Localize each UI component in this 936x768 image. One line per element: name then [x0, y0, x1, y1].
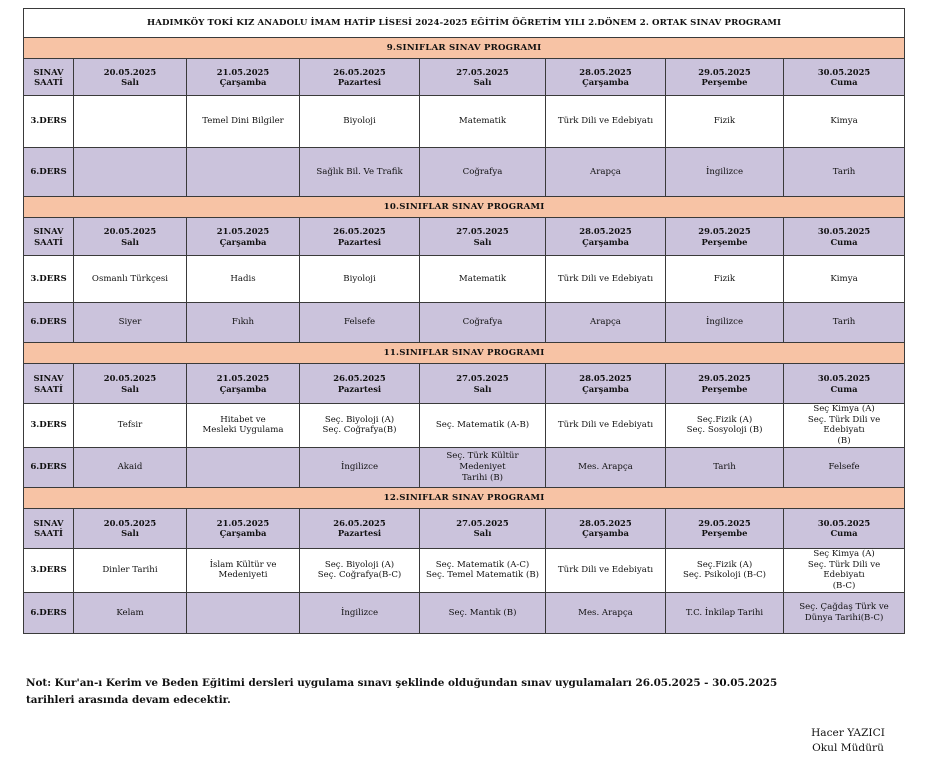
note-line-2: tarihleri arasında devam edecektir. [26, 694, 231, 706]
exam-schedule-table [23, 8, 905, 634]
cell-line: Tarih [832, 166, 856, 177]
header-cell-date [784, 218, 905, 256]
header-cell-date [420, 59, 546, 96]
cell-line: Pazartesi [337, 77, 382, 87]
section-title: 9.SINIFLAR SINAV PROGRAMI [24, 38, 905, 59]
cell-line: SAATİ [34, 528, 63, 539]
header-cell-date [546, 59, 666, 96]
exam-cell [187, 303, 300, 343]
header-cell-date [784, 508, 905, 548]
cell-line: Hadis [230, 273, 256, 284]
exam-cell [187, 548, 300, 592]
cell-line: Coğrafya [462, 166, 503, 177]
header-cell-date [187, 508, 300, 548]
exam-cell [784, 148, 905, 197]
header-cell-date [784, 59, 905, 96]
header-cell-date [300, 508, 420, 548]
header-cell-date [74, 59, 187, 96]
cell-line: Salı [121, 77, 139, 87]
cell-line: Seç. Biyoloji (A) [324, 414, 395, 425]
row-label: 3.DERS [24, 404, 74, 448]
lesson-row [24, 592, 905, 633]
cell-line: Akaid [117, 462, 143, 473]
section-row [24, 343, 905, 364]
exam-cell [420, 404, 546, 448]
cell-line: Tarih [832, 317, 856, 328]
header-cell-date [420, 364, 546, 404]
cell-line: 30.05.2025 [817, 373, 871, 383]
note [26, 675, 846, 709]
cell-line: Coğrafya [462, 317, 503, 328]
cell-line: Cuma [830, 236, 858, 247]
cell-line: 30.05.2025 [817, 517, 871, 528]
exam-cell [420, 256, 546, 303]
row-label: 6.DERS [24, 303, 74, 343]
header-cell-date [300, 364, 420, 404]
exam-cell [187, 96, 300, 148]
exam-cell [74, 303, 187, 343]
cell-line: 26.05.2025 [333, 373, 386, 383]
cell-line: Salı [473, 528, 492, 539]
exam-cell [74, 148, 187, 197]
cell-line: Çarşamba [582, 528, 629, 539]
cell-line: Pazartesi [337, 383, 382, 394]
cell-line: 20.05.2025 [103, 517, 157, 528]
cell-line: Mesleki Uygulama [202, 425, 284, 436]
exam-cell [187, 447, 300, 487]
cell-line: Seç. Psikoloji (B-C) [682, 570, 767, 581]
exam-cell [546, 256, 666, 303]
cell-line: Siyer [118, 317, 142, 328]
cell-line: Pazartesi [337, 236, 382, 247]
cell-line: Felsefe [828, 462, 860, 473]
cell-line: Perşembe [701, 77, 748, 87]
cell-line: Biyoloji [343, 116, 376, 127]
cell-line: Seç. Coğrafya(B) [322, 425, 397, 436]
header-cell-date [666, 508, 784, 548]
exam-cell [546, 96, 666, 148]
cell-line: T.C. İnkilap Tarihi [685, 607, 764, 618]
exam-cell [300, 404, 420, 448]
cell-line: İslam Kültür ve [209, 559, 277, 570]
exam-cell [784, 447, 905, 487]
row-label: 6.DERS [24, 447, 74, 487]
cell-line: Çarşamba [219, 236, 267, 247]
cell-line: Seç. Mantık (B) [448, 607, 517, 618]
cell-line: 27.05.2025 [456, 226, 509, 236]
header-cell-date [187, 218, 300, 256]
cell-line: Seç. Sosyoloji (B) [686, 425, 763, 436]
cell-line: Salı [473, 77, 492, 87]
cell-line: 28.05.2025 [579, 373, 632, 383]
cell-line: Osmanlı Türkçesi [91, 273, 169, 284]
cell-line: Çarşamba [219, 528, 267, 539]
header-cell-date [187, 59, 300, 96]
exam-cell [74, 256, 187, 303]
cell-line: Çarşamba [219, 383, 267, 394]
cell-line: Perşembe [701, 383, 748, 394]
exam-cell [300, 592, 420, 633]
cell-line: Seç. Çağdaş Türk ve [799, 602, 889, 613]
cell-line: 21.05.2025 [216, 517, 270, 528]
cell-line: 21.05.2025 [216, 373, 270, 383]
exam-cell [784, 256, 905, 303]
cell-line: 20.05.2025 [103, 66, 157, 77]
header-cell-exam-time [24, 364, 74, 404]
exam-cell [300, 96, 420, 148]
cell-line: Kimya [830, 273, 858, 284]
cell-line: Perşembe [701, 236, 748, 247]
cell-line: 21.05.2025 [216, 66, 270, 77]
cell-line: Seç. Matematik (A-B) [435, 420, 530, 431]
exam-cell [546, 592, 666, 633]
cell-line: Seç. Türk Dili ve Edebiyatı [807, 559, 881, 581]
exam-cell [784, 548, 905, 592]
cell-line: Perşembe [701, 528, 748, 539]
header-cell-date [546, 508, 666, 548]
section-row [24, 487, 905, 508]
cell-line: Çarşamba [582, 236, 629, 247]
cell-line: Kelam [116, 607, 144, 618]
cell-line: 21.05.2025 [216, 226, 270, 236]
row-label: 6.DERS [24, 592, 74, 633]
cell-line: 30.05.2025 [817, 66, 871, 77]
exam-cell [187, 256, 300, 303]
lesson-row [24, 404, 905, 448]
cell-line: Mes. Arapça [578, 607, 633, 618]
cell-line: 26.05.2025 [333, 66, 386, 77]
cell-line: Hitabet ve [220, 414, 266, 425]
cell-line: Salı [473, 383, 492, 394]
cell-line: 27.05.2025 [456, 517, 509, 528]
header-cell-exam-time [24, 218, 74, 256]
cell-line: Seç. Matematik (A-C) [435, 559, 530, 570]
cell-line: SINAV [33, 226, 64, 236]
header-cell-date [666, 364, 784, 404]
cell-line: 20.05.2025 [103, 226, 157, 236]
row-label: 3.DERS [24, 96, 74, 148]
exam-cell [74, 96, 187, 148]
exam-cell [300, 256, 420, 303]
cell-line: 29.05.2025 [698, 373, 751, 383]
cell-line: SAATİ [34, 77, 63, 87]
header-cell-date [74, 364, 187, 404]
exam-cell [666, 404, 784, 448]
cell-line: Çarşamba [582, 383, 629, 394]
cell-line: İngilizce [340, 462, 379, 473]
section-row [24, 197, 905, 218]
header-cell-date [546, 218, 666, 256]
cell-line: (B-C) [832, 581, 856, 592]
exam-cell [546, 303, 666, 343]
header-cell-exam-time [24, 59, 74, 96]
cell-line: Seç.Fizik (A) [696, 559, 753, 570]
exam-cell [74, 447, 187, 487]
cell-line: SINAV [33, 373, 64, 383]
exam-cell [666, 548, 784, 592]
cell-line: Seç. Coğrafya(B-C) [317, 570, 402, 581]
header-cell-date [784, 364, 905, 404]
cell-line: Cuma [830, 77, 858, 87]
cell-line: Türk Dili ve Edebiyatı [557, 116, 654, 127]
exam-cell [784, 303, 905, 343]
cell-line: 30.05.2025 [817, 226, 871, 236]
exam-cell [420, 592, 546, 633]
cell-line: 29.05.2025 [698, 517, 751, 528]
header-cell-date [666, 218, 784, 256]
cell-line: Dinler Tarihi [102, 565, 158, 576]
cell-line: Matematik [458, 273, 507, 284]
lesson-row [24, 148, 905, 197]
cell-line: Arapça [590, 166, 621, 177]
cell-line: Fıkıh [231, 317, 255, 328]
cell-line: Cuma [830, 528, 858, 539]
cell-line: Türk Dili ve Edebiyatı [557, 565, 654, 576]
cell-line: 28.05.2025 [579, 517, 632, 528]
signature-name: Hacer YAZICI [811, 727, 885, 739]
cell-line: Medeniyeti [218, 570, 268, 581]
exam-cell [420, 96, 546, 148]
cell-line: Matematik [458, 116, 507, 127]
header-row [24, 364, 905, 404]
cell-line: Tarih [713, 462, 736, 473]
exam-cell [546, 548, 666, 592]
header-cell-date [420, 508, 546, 548]
cell-line: 27.05.2025 [456, 373, 509, 383]
cell-line: Türk Dili ve Edebiyatı [557, 273, 654, 284]
cell-line: Seç. Türk Dili ve Edebiyatı [807, 414, 881, 436]
exam-cell [187, 148, 300, 197]
cell-line: Seç Kimya (A) [813, 548, 875, 559]
exam-cell [74, 592, 187, 633]
cell-line: Felsefe [343, 317, 376, 328]
exam-cell [546, 148, 666, 197]
cell-line: Tefsir [117, 420, 143, 431]
cell-line: Cuma [830, 383, 858, 394]
exam-cell [300, 548, 420, 592]
exam-cell [666, 447, 784, 487]
exam-cell [546, 404, 666, 448]
cell-line: Salı [121, 236, 139, 247]
cell-line: SINAV [33, 66, 64, 77]
cell-line: Salı [473, 236, 492, 247]
header-cell-date [300, 218, 420, 256]
exam-cell [300, 447, 420, 487]
cell-line: Seç. Biyoloji (A) [324, 559, 395, 570]
exam-cell [420, 447, 546, 487]
exam-schedule-sheet [23, 8, 904, 634]
cell-line: Dünya Tarihi(B-C) [804, 612, 884, 623]
header-row [24, 218, 905, 256]
cell-line: SINAV [33, 517, 64, 528]
header-cell-date [546, 364, 666, 404]
lesson-row [24, 548, 905, 592]
cell-line: Türk Dili ve Edebiyatı [557, 420, 654, 431]
lesson-row [24, 303, 905, 343]
header-cell-date [420, 218, 546, 256]
cell-line: Fizik [713, 273, 736, 284]
header-cell-date [187, 364, 300, 404]
row-label: 3.DERS [24, 256, 74, 303]
cell-line: İngilizce [705, 317, 744, 328]
cell-line: Salı [121, 528, 139, 539]
cell-line: 26.05.2025 [333, 517, 386, 528]
lesson-row [24, 447, 905, 487]
section-title: 11.SINIFLAR SINAV PROGRAMI [24, 343, 905, 364]
exam-cell [187, 592, 300, 633]
cell-line: Arapça [590, 317, 621, 328]
lesson-row [24, 256, 905, 303]
exam-cell [74, 548, 187, 592]
cell-line: SAATİ [34, 236, 63, 247]
signature-block [788, 726, 908, 756]
cell-line: Fizik [713, 116, 736, 127]
exam-cell [784, 96, 905, 148]
cell-line: (B) [837, 436, 851, 447]
cell-line: Çarşamba [582, 77, 629, 87]
exam-cell [300, 148, 420, 197]
header-cell-date [666, 59, 784, 96]
cell-line: 28.05.2025 [579, 66, 632, 77]
cell-line: 29.05.2025 [698, 66, 751, 77]
row-label: 6.DERS [24, 148, 74, 197]
cell-line: Pazartesi [337, 528, 382, 539]
cell-line: Salı [121, 383, 139, 394]
note-line-1: Not: Kur'an-ı Kerim ve Beden Eğitimi dersleri uygulama sınavı şeklinde olduğundan sınav uygulamaları 26.05.2025 - 30.05.2025 [26, 677, 778, 689]
exam-cell [187, 404, 300, 448]
exam-cell [784, 404, 905, 448]
header-row [24, 508, 905, 548]
section-title: 10.SINIFLAR SINAV PROGRAMI [24, 197, 905, 218]
cell-line: Sağlık Bil. Ve Trafik [316, 166, 403, 177]
cell-line: Seç.Fizik (A) [696, 414, 753, 425]
exam-cell [74, 404, 187, 448]
cell-line: Çarşamba [219, 77, 267, 87]
exam-cell [420, 303, 546, 343]
cell-line: Seç Kimya (A) [813, 404, 875, 414]
document-title: HADIMKÖY TOKİ KIZ ANADOLU İMAM HATİP LİSESİ 2024-2025 EĞİTİM ÖĞRETİM YILI 2.DÖNEM 2. ORTAK SINAV PROGRAMI [24, 9, 905, 38]
header-cell-date [74, 508, 187, 548]
exam-cell [784, 592, 905, 633]
header-cell-exam-time [24, 508, 74, 548]
cell-line: Seç. Temel Matematik (B) [425, 570, 539, 581]
exam-cell [666, 303, 784, 343]
cell-line: Biyoloji [343, 273, 376, 284]
exam-cell [666, 148, 784, 197]
cell-line: Kimya [830, 116, 858, 127]
header-cell-date [74, 218, 187, 256]
cell-line: Tarihi (B) [461, 472, 504, 483]
section-title: 12.SINIFLAR SINAV PROGRAMI [24, 487, 905, 508]
cell-line: 27.05.2025 [456, 66, 509, 77]
cell-line: 28.05.2025 [579, 226, 632, 236]
exam-cell [666, 96, 784, 148]
signature-role: Okul Müdürü [812, 742, 884, 754]
exam-cell [420, 548, 546, 592]
exam-cell [666, 592, 784, 633]
cell-line: Temel Dini Bilgiler [202, 116, 284, 127]
exam-cell [666, 256, 784, 303]
exam-cell [546, 447, 666, 487]
header-row [24, 59, 905, 96]
exam-cell [300, 303, 420, 343]
header-cell-date [300, 59, 420, 96]
cell-line: SAATİ [34, 383, 63, 394]
cell-line: 20.05.2025 [103, 373, 157, 383]
row-label: 3.DERS [24, 548, 74, 592]
cell-line: İngilizce [340, 607, 379, 618]
cell-line: Mes. Arapça [578, 462, 633, 473]
lesson-row [24, 96, 905, 148]
exam-cell [420, 148, 546, 197]
cell-line: İngilizce [705, 166, 744, 177]
cell-line: Seç. Türk Kültür Medeniyet [446, 451, 519, 473]
section-row [24, 38, 905, 59]
cell-line: 29.05.2025 [698, 226, 751, 236]
cell-line: 26.05.2025 [333, 226, 386, 236]
